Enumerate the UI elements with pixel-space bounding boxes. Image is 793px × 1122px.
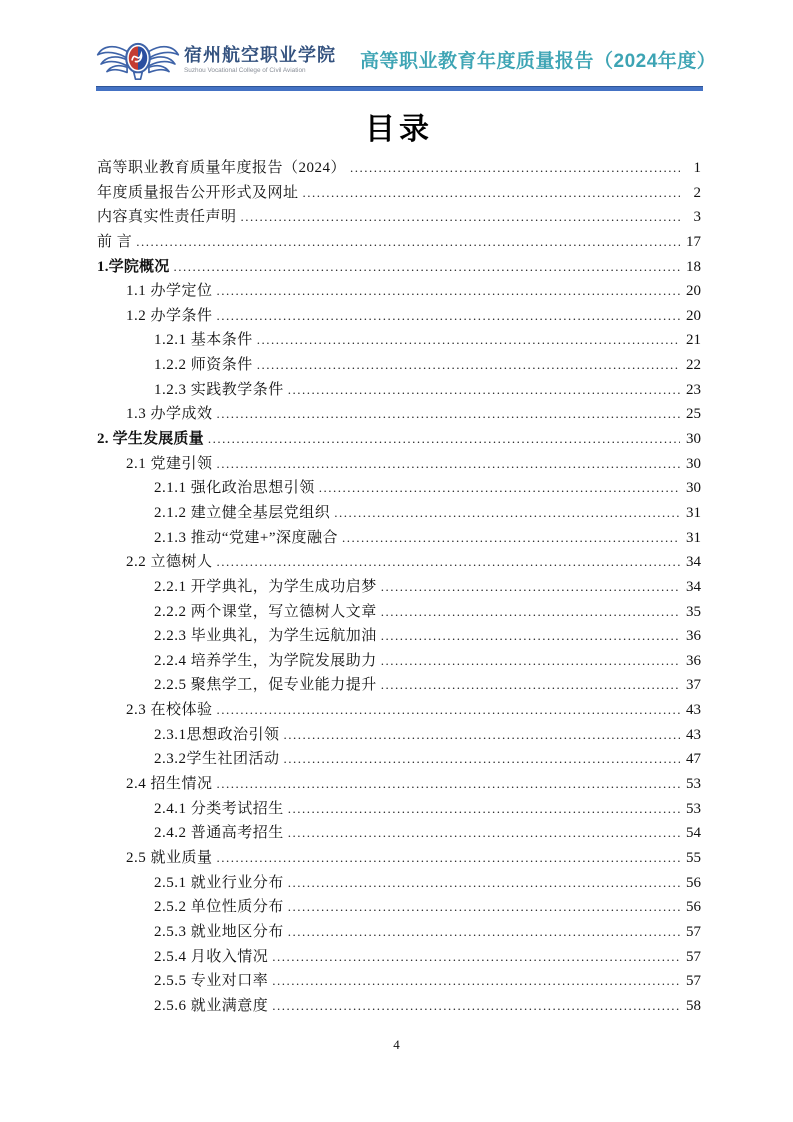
dot-leader: [303, 181, 680, 206]
toc-entry[interactable]: [97, 304, 701, 329]
toc-entry-label: 1.2.1 基本条件: [154, 332, 253, 349]
toc-page-number: 30: [686, 431, 701, 448]
toc-page-number: 23: [686, 381, 701, 398]
toc-entry[interactable]: [97, 797, 701, 822]
toc-entry-label: 1.2 办学条件: [126, 307, 213, 324]
college-name-block: [184, 41, 352, 78]
toc-entry[interactable]: [97, 846, 701, 871]
toc-entry-label: 2.4.2 普通高考招生: [154, 825, 284, 842]
toc-entry-label: 2.3.1思想政治引领: [154, 726, 280, 743]
dot-leader: [217, 304, 680, 329]
dot-leader: [136, 230, 680, 255]
dot-leader: [217, 279, 680, 304]
toc-entry[interactable]: [97, 772, 701, 797]
toc-page-number: 53: [686, 776, 701, 793]
toc-entry[interactable]: [97, 920, 701, 945]
toc-page-number: 31: [686, 504, 701, 521]
dot-leader: [288, 821, 680, 846]
toc-entry-label: 前 言: [97, 233, 133, 250]
dot-leader: [217, 698, 680, 723]
toc-page-number: 53: [686, 800, 701, 817]
toc-entry-label: 1.2.3 实践教学条件: [154, 381, 284, 398]
dot-leader: [284, 747, 680, 772]
toc-page-number: 54: [686, 825, 701, 842]
dot-leader: [272, 969, 680, 994]
toc-entry[interactable]: [97, 452, 701, 477]
toc-entry-label: 2.5.4 月收入情况: [154, 948, 269, 965]
toc-page-number: 2: [693, 184, 701, 201]
toc-entry[interactable]: [97, 895, 701, 920]
toc-entry[interactable]: [97, 353, 701, 378]
toc-page-number: 34: [686, 578, 701, 595]
toc-entry[interactable]: [97, 156, 701, 181]
dot-leader: [217, 452, 680, 477]
toc-entry[interactable]: [97, 600, 701, 625]
dot-leader: [288, 797, 680, 822]
toc-page-number: 57: [686, 948, 701, 965]
toc-page-number: 30: [686, 480, 701, 497]
toc-entry[interactable]: [97, 945, 701, 970]
page-footer: [0, 1037, 793, 1053]
toc-page-number: 43: [686, 702, 701, 719]
college-wings-logo-icon: [96, 32, 180, 86]
toc-entry-label: 2.2.3 毕业典礼，为学生远航加油: [154, 628, 377, 645]
toc-entry[interactable]: [97, 649, 701, 674]
toc-entry[interactable]: [97, 476, 701, 501]
toc-entry-label: 2. 学生发展质量: [97, 431, 204, 448]
dot-leader: [288, 378, 680, 403]
report-title: 高等职业教育年度质量报告（2024年度）: [360, 50, 717, 72]
toc-entry[interactable]: [97, 698, 701, 723]
dot-leader: [381, 575, 680, 600]
toc-list: [97, 156, 701, 1018]
dot-leader: [381, 600, 680, 625]
toc-entry[interactable]: [97, 427, 701, 452]
toc-title: 目录: [365, 113, 433, 146]
toc-entry-label: 2.5 就业质量: [126, 849, 213, 866]
toc-page-number: 57: [686, 923, 701, 940]
dot-leader: [284, 723, 680, 748]
page-header: [96, 33, 717, 85]
toc-entry[interactable]: [97, 279, 701, 304]
toc-page-number: 21: [686, 332, 701, 349]
toc-page-number: 20: [686, 307, 701, 324]
toc-entry[interactable]: [97, 402, 701, 427]
toc-entry-label: 1.学院概况: [97, 258, 170, 275]
dot-leader: [288, 920, 680, 945]
dot-leader: [334, 501, 680, 526]
toc-page-number: 30: [686, 455, 701, 472]
toc-page-number: 36: [686, 652, 701, 669]
toc-entry[interactable]: [97, 575, 701, 600]
toc-entry[interactable]: [97, 378, 701, 403]
toc-page-number: 57: [686, 973, 701, 990]
toc-entry-label: 2.1 党建引领: [126, 455, 213, 472]
toc-entry-label: 2.5.6 就业满意度: [154, 997, 269, 1014]
toc-entry[interactable]: [97, 969, 701, 994]
toc-entry[interactable]: [97, 230, 701, 255]
toc-page-number: 43: [686, 726, 701, 743]
toc-page-number: 37: [686, 677, 701, 694]
toc-page-number: 18: [686, 258, 701, 275]
toc-entry-label: 2.5.3 就业地区分布: [154, 923, 284, 940]
dot-leader: [350, 156, 680, 181]
dot-leader: [272, 994, 680, 1019]
toc-entry[interactable]: [97, 673, 701, 698]
toc-entry-label: 1.2.2 师资条件: [154, 357, 253, 374]
toc-entry-label: 2.2.1 开学典礼，为学生成功启梦: [154, 578, 377, 595]
header-divider: [96, 86, 703, 91]
dot-leader: [381, 624, 680, 649]
toc-entry-label: 内容真实性责任声明: [97, 209, 237, 226]
toc-entry[interactable]: [97, 871, 701, 896]
toc-entry-label: 1.1 办学定位: [126, 283, 213, 300]
toc-page-number: 56: [686, 874, 701, 891]
dot-leader: [173, 255, 680, 280]
toc-page-number: 31: [686, 529, 701, 546]
toc-page-number: 58: [686, 997, 701, 1014]
toc-entry[interactable]: [97, 747, 701, 772]
toc-page-number: 20: [686, 283, 701, 300]
dot-leader: [257, 328, 680, 353]
toc-page-number: 35: [686, 603, 701, 620]
college-name-cn: 宿州航空职业学院: [184, 44, 336, 65]
toc-entry-label: 2.4.1 分类考试招生: [154, 800, 284, 817]
toc-page-number: 34: [686, 554, 701, 571]
toc-entry-label: 2.5.2 单位性质分布: [154, 899, 284, 916]
toc-entry[interactable]: [97, 723, 701, 748]
toc-entry-label: 2.2.5 聚焦学工，促专业能力提升: [154, 677, 377, 694]
toc-entry-label: 2.1.2 建立健全基层党组织: [154, 504, 331, 521]
toc-page-number: 55: [686, 849, 701, 866]
toc-page-number: 25: [686, 406, 701, 423]
page-number: 4: [393, 1037, 400, 1052]
dot-leader: [381, 649, 680, 674]
toc-entry[interactable]: [97, 821, 701, 846]
dot-leader: [241, 205, 680, 230]
toc-entry[interactable]: [97, 994, 701, 1019]
toc-content: [97, 100, 701, 1018]
toc-page-number: 22: [686, 357, 701, 374]
toc-entry-label: 2.3 在校体验: [126, 702, 213, 719]
toc-page-number: 36: [686, 628, 701, 645]
dot-leader: [217, 772, 680, 797]
toc-page-number: 17: [686, 233, 701, 250]
toc-entry-label: 年度质量报告公开形式及网址: [97, 184, 299, 201]
toc-entry[interactable]: [97, 526, 701, 551]
toc-entry[interactable]: [97, 181, 701, 206]
dot-leader: [342, 526, 680, 551]
dot-leader: [288, 895, 680, 920]
toc-page-number: 3: [693, 209, 701, 226]
dot-leader: [257, 353, 680, 378]
dot-leader: [217, 402, 680, 427]
toc-entry-label: 2.5.5 专业对口率: [154, 973, 269, 990]
dot-leader: [381, 673, 680, 698]
toc-page-number: 1: [693, 160, 701, 176]
dot-leader: [272, 945, 680, 970]
toc-entry-label: 高等职业教育质量年度报告（2024）: [97, 160, 347, 176]
toc-entry-label: 2.5.1 就业行业分布: [154, 874, 284, 891]
dot-leader: [208, 427, 680, 452]
toc-entry[interactable]: [97, 328, 701, 353]
dot-leader: [288, 871, 680, 896]
toc-entry-label: 1.3 办学成效: [126, 406, 213, 423]
dot-leader: [217, 846, 680, 871]
dot-leader: [217, 550, 680, 575]
toc-entry-label: 2.3.2学生社团活动: [154, 751, 280, 768]
toc-entry-label: 2.2.2 两个课堂，写立德树人文章: [154, 603, 377, 620]
toc-entry[interactable]: [97, 255, 701, 280]
toc-page-number: 47: [686, 751, 701, 768]
toc-entry[interactable]: [97, 501, 701, 526]
toc-entry[interactable]: [97, 624, 701, 649]
toc-entry-label: 2.1.1 强化政治思想引领: [154, 480, 315, 497]
toc-entry-label: 2.1.3 推动“党建+”深度融合: [154, 529, 339, 546]
toc-entry-label: 2.4 招生情况: [126, 776, 213, 793]
toc-entry[interactable]: [97, 550, 701, 575]
toc-entry[interactable]: [97, 205, 701, 230]
toc-page-number: 56: [686, 899, 701, 916]
dot-leader: [319, 476, 680, 501]
college-name-en: Suzhou Vocational College of Civil Aviation: [184, 66, 306, 74]
toc-entry-label: 2.2 立德树人: [126, 554, 213, 571]
toc-entry-label: 2.2.4 培养学生，为学院发展助力: [154, 652, 377, 669]
